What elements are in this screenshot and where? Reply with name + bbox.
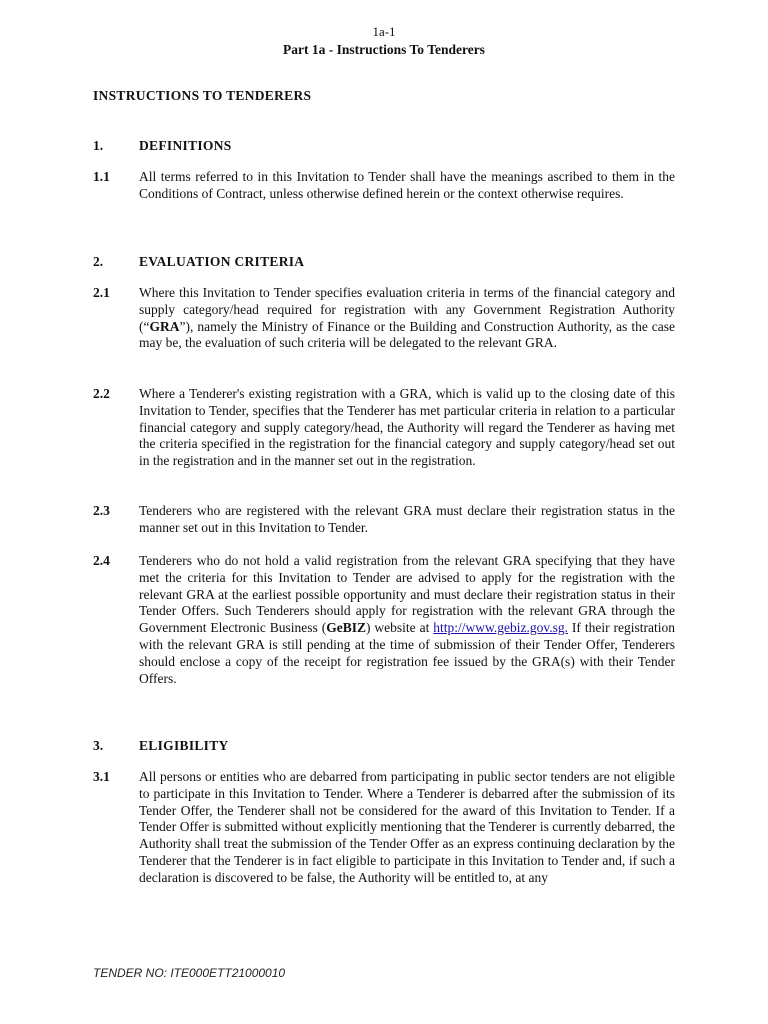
part-title: Part 1a - Instructions To Tenderers [283,42,485,57]
clause-1-1 [93,169,675,203]
section-number: 3. [93,738,104,753]
clause-number: 2.1 [93,285,110,300]
section-number: 1. [93,138,104,153]
gra-abbreviation: GRA [149,318,180,334]
clause-3-1 [93,769,675,887]
section-number: 2. [93,254,104,269]
clause-text: Tenderers who are registered with the relevant GRA must declare their registration status in the manner set out in this Invitation to Tender. [139,503,675,535]
clause-number: 2.2 [93,386,110,401]
clause-number: 1.1 [93,169,110,184]
page-number: 1a-1 [372,24,396,39]
clause-text: All terms referred to in this Invitation to Tender shall have the meanings ascribed to them in the Conditions of Contract, unless otherwise defined herein or the context otherwise requires. [139,169,675,201]
section-eligibility [93,738,675,754]
clause-text: All persons or entities who are debarred from participating in public sector tenders are not eligible to participate in this Invitation to Tender. Where a Tenderer is debarred after the submission of its Tender Offer, the Tenderer shall not be considered for the award of this Invitation to Tender. If a Tender Offer is submitted without explicitly mentioning that the Tenderer is currently debarred, the Authority shall treat the submission of the Tender Offer as an express continuing declaration by the Tenderer that the Tenderer is in fact eligible to participate in this Invitation to Tender and, if such a declaration is discovered to be false, the Authority will be entitled to, at any [139,769,675,885]
clause-2-4 [93,553,675,687]
gebiz-website-link[interactable]: http://www.gebiz.gov.sg. [433,620,568,636]
clause-number: 3.1 [93,769,110,784]
gebiz-abbreviation: GeBIZ [326,620,366,636]
clause-2-1 [93,285,675,352]
document-heading: INSTRUCTIONS TO TENDERERS [93,88,312,103]
clause-text: Where a Tenderer's existing registration with a GRA, which is valid up to the closing date of this Invitation to Tender, specifies that the Tenderer has met particular criteria in relation to a particular financial category and supply category/head, the Authority will regard the Tenderer as having met the criteria specified in the registration for the financial category and supply category/head set out in the registration and in the manner set out in the registration. [139,386,675,469]
section-definitions [93,138,675,154]
clause-2-2 [93,386,675,470]
section-heading [93,254,675,270]
clause-text: Where this Invitation to Tender specifies evaluation criteria in terms of the financial category and supply category/head required for registration with any Government Registration Authority (“GRA”), namely the Ministry of Finance or the Building and Construction Authority, as the case may be, the evaluation of such criteria will be delegated to the relevant GRA. [139,285,675,351]
tender-number-footer: TENDER NO: ITE000ETT21000010 [93,966,286,980]
section-heading [93,138,675,154]
section-heading [93,738,675,754]
section-title: EVALUATION CRITERIA [139,254,305,269]
section-evaluation-criteria [93,254,675,270]
section-title: DEFINITIONS [139,138,232,153]
clause-number: 2.3 [93,503,110,518]
clause-number: 2.4 [93,553,110,568]
clause-text: Tenderers who do not hold a valid registration from the relevant GRA specifying that they have met the criteria for this Invitation to Tender are advised to apply for the registration with the relevant GRA at the earliest possible opportunity and must declare their registration status in their Tender Offers. Such Tenderers should apply for registration with the relevant GRA through the Government Electronic Business (GeBIZ) website at http://www.gebiz.gov.sg. If their registration with the relevant GRA is still pending at the time of submission of their Tender Offer, Tenderers should enclose a copy of the receipt for registration fee issued by the GRA(s) with their Tender Offers. [139,553,675,686]
section-title: ELIGIBILITY [139,738,229,753]
clause-2-3 [93,503,675,537]
